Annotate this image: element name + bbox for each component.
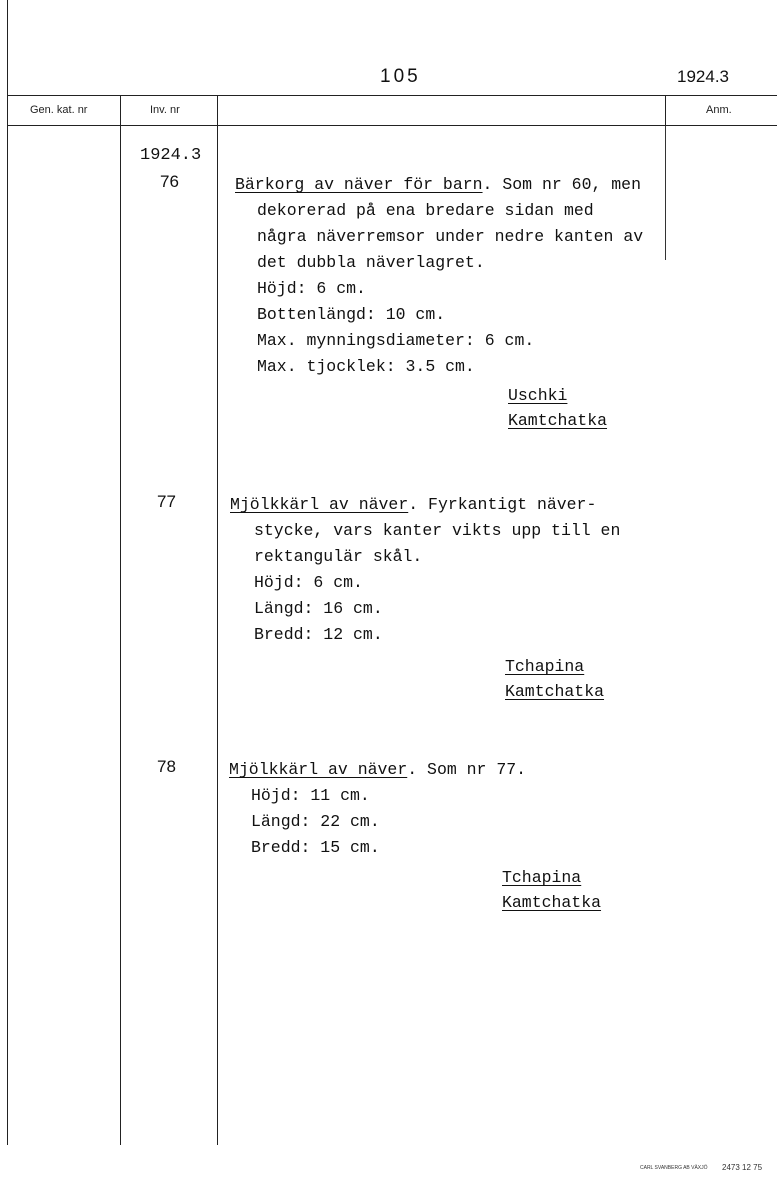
inventory-number: 78 [157, 757, 176, 776]
entry-line: Höjd: 6 cm. [254, 573, 363, 592]
entry-line: Längd: 22 cm. [251, 812, 380, 831]
entry-title: Mjölkkärl av näver [229, 760, 408, 779]
entry-line: Max. tjocklek: 3.5 cm. [257, 357, 475, 376]
entry-line: rektangulär skål. [254, 547, 423, 566]
header-bottom-rule [7, 125, 777, 126]
entry-first-line [230, 492, 596, 518]
entry-line: det dubbla näverlagret. [257, 253, 485, 272]
entry-line: Höjd: 6 cm. [257, 279, 366, 298]
entry-first-line [235, 172, 641, 198]
column-header-inv-nr: Inv. nr [150, 104, 180, 116]
entry-first-line-text: . Som nr 60, men [482, 175, 641, 194]
entry-place: Tchapina [502, 868, 582, 887]
entry-line: Höjd: 11 cm. [251, 786, 370, 805]
entry-line: Bredd: 15 cm. [251, 838, 380, 857]
entry-first-line-text: . Som nr 77. [407, 760, 527, 779]
entry-title: Bärkorg av näver för barn [235, 175, 483, 194]
entry-title: Mjölkkärl av näver [230, 495, 409, 514]
header-top-rule [7, 95, 777, 96]
entry-line: Bredd: 12 cm. [254, 625, 383, 644]
entry-place: Uschki [508, 386, 568, 405]
entry-place: Tchapina [505, 657, 585, 676]
entry-line: Längd: 16 cm. [254, 599, 383, 618]
column-header-anm: Anm. [706, 104, 732, 116]
anm-rule-continuation [665, 125, 666, 260]
entry-first-line [229, 757, 526, 783]
printer-mark: CARL SVANBERG AB VÄXJÖ [640, 1165, 708, 1171]
page-number: 105 [380, 66, 421, 87]
column-rule-anm [665, 95, 666, 125]
collection-year: 1924.3 [140, 146, 202, 165]
column-rule-inv [120, 95, 121, 1145]
column-header-gen-kat-nr: Gen. kat. nr [30, 104, 88, 116]
entry-region: Kamtchatka [505, 682, 605, 701]
entry-region: Kamtchatka [502, 893, 602, 912]
form-code: 2473 12 75 [722, 1163, 763, 1172]
inventory-number: 76 [160, 172, 179, 191]
entry-line: Bottenlängd: 10 cm. [257, 305, 446, 324]
entry-line: några näverremsor under nedre kanten av [257, 227, 644, 246]
entry-line: stycke, vars kanter vikts upp till en [254, 521, 621, 540]
entry-line: dekorerad på ena bredare sidan med [257, 201, 594, 220]
entry-first-line-text: . Fyrkantigt näver- [408, 495, 597, 514]
entry-line: Max. mynningsdiameter: 6 cm. [257, 331, 535, 350]
column-rule-description [217, 95, 218, 1145]
catalogue-reference: 1924.3 [677, 67, 729, 86]
left-margin-rule [7, 0, 8, 1145]
inventory-number: 77 [157, 492, 176, 511]
entry-region: Kamtchatka [508, 411, 608, 430]
